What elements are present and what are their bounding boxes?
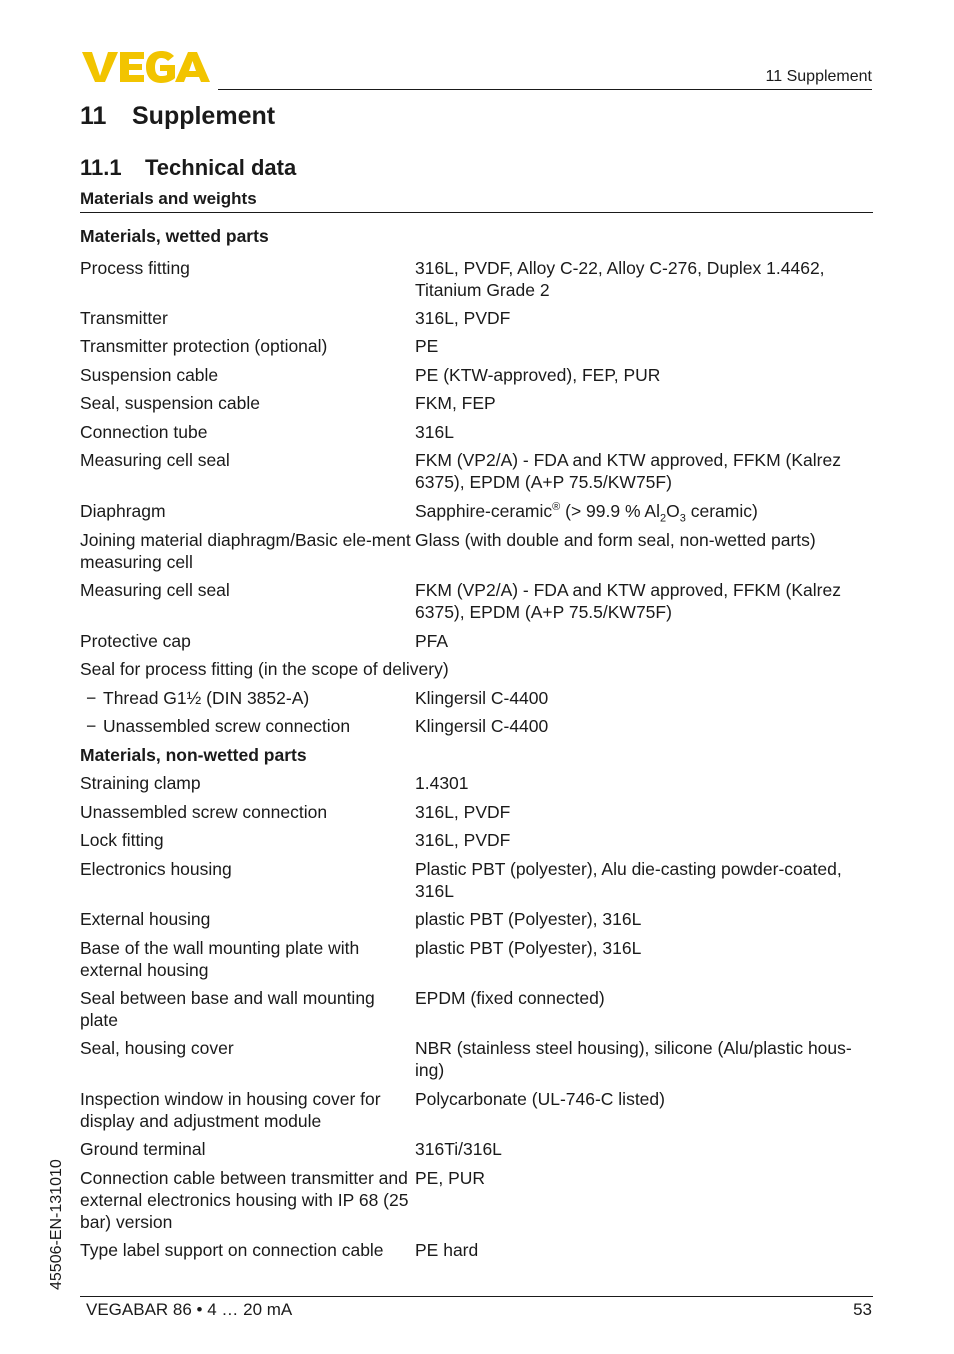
table-row [80, 987, 873, 1031]
row-value: FKM (VP2/A) - FDA and KTW approved, FFKM (Kalrez 6375), EPDM (A+P 75.5/KW75F) [415, 450, 841, 492]
group-title: Materials and weights [80, 189, 257, 208]
table-row [80, 335, 873, 357]
row-value-part: Sapphire-ceramic [415, 501, 553, 521]
table-row [80, 1088, 873, 1132]
row-value: 316L, PVDF [415, 830, 511, 850]
table-row [80, 500, 873, 525]
row-label: Transmitter protection (optional) [80, 336, 328, 356]
row-label: Materials, non-wetted parts [80, 745, 307, 765]
row-label: Process fitting [80, 258, 190, 278]
row-value: plastic PBT (Polyester), 316L [415, 938, 642, 958]
section-number: 11.1 [80, 155, 122, 180]
row-label: Measuring cell seal [80, 580, 230, 600]
table-row [80, 937, 873, 981]
header-rule [218, 89, 872, 90]
table-row [80, 1239, 873, 1261]
vega-logo [80, 50, 212, 84]
row-value: 316L [415, 422, 454, 442]
group-rule [80, 212, 873, 213]
table-row [80, 579, 873, 623]
row-label: Base of the wall mounting plate with external housing [80, 938, 360, 980]
table-row [80, 225, 873, 247]
row-value: 1.4301 [415, 773, 469, 793]
row-value: plastic PBT (Polyester), 316L [415, 909, 642, 929]
table-row [80, 257, 873, 301]
row-value: PE, PUR [415, 1168, 486, 1188]
row-label: Joining material diaphragm/Basic ele-ment measuring cell [80, 530, 411, 572]
row-value: 316L, PVDF [415, 308, 511, 328]
row-value [415, 225, 873, 247]
row-value: Polycarbonate (UL-746-C listed) [415, 1089, 665, 1109]
row-value-part: ceramic) [685, 501, 758, 521]
table-row [80, 421, 873, 443]
table-row [80, 658, 873, 680]
chapter-number: 11 [80, 102, 107, 130]
row-label: Materials, wetted parts [80, 226, 269, 246]
row-label: Suspension cable [80, 365, 219, 385]
row-value: PE hard [415, 1240, 479, 1260]
table-row [80, 715, 873, 737]
row-label: − Thread G1½ (DIN 3852-A) [80, 687, 415, 709]
row-label: Inspection window in housing cover for display and adjustment module [80, 1089, 381, 1131]
row-label: Measuring cell seal [80, 450, 230, 470]
row-value: EPDM (fixed connected) [415, 988, 605, 1008]
row-value [415, 744, 873, 766]
row-value-part: ® [552, 501, 561, 514]
chapter-title [80, 102, 275, 131]
row-value: FKM, FEP [415, 393, 496, 413]
row-value: 316L, PVDF, Alloy C-22, Alloy C-276, Duplex 1.4462, Titanium Grade 2 [415, 258, 825, 300]
row-value: Glass (with double and form seal, non-wetted parts) [415, 530, 816, 550]
row-value: Klingersil C-4400 [415, 716, 549, 736]
row-label: Seal for process fitting (in the scope of delivery) [80, 659, 449, 679]
table-row [80, 744, 873, 766]
table-row [80, 307, 873, 329]
row-label: Seal, suspension cable [80, 393, 260, 413]
table-row [80, 364, 873, 386]
table-row [80, 829, 873, 851]
table-row [80, 1167, 873, 1233]
row-label: Ground terminal [80, 1139, 206, 1159]
section-title [80, 155, 296, 181]
header-section-label: 11 Supplement [765, 68, 872, 85]
table-row [80, 801, 873, 823]
table-row [80, 772, 873, 794]
row-label: Seal between base and wall mounting plate [80, 988, 375, 1030]
table-row [80, 687, 873, 709]
row-value: FKM (VP2/A) - FDA and KTW approved, FFKM (Kalrez 6375), EPDM (A+P 75.5/KW75F) [415, 580, 841, 622]
table-row [80, 392, 873, 414]
row-value: PE (KTW-approved), FEP, PUR [415, 365, 661, 385]
row-value: PE [415, 336, 439, 356]
row-value: Klingersil C-4400 [415, 688, 549, 708]
row-label: Diaphragm [80, 501, 166, 521]
row-value: 316L, PVDF [415, 802, 511, 822]
row-label: External housing [80, 909, 211, 929]
row-value: NBR (stainless steel housing), silicone (Alu/plastic hous-ing) [415, 1038, 852, 1080]
row-label: Seal, housing cover [80, 1038, 234, 1058]
row-value [415, 500, 873, 525]
footer-rule [80, 1296, 873, 1297]
document-code: 45506-EN-131010 [48, 1159, 65, 1290]
table-row [80, 529, 873, 573]
table-row [80, 1037, 873, 1081]
row-label: Straining clamp [80, 773, 201, 793]
row-label: Transmitter [80, 308, 168, 328]
page-number: 53 [853, 1300, 872, 1319]
footer-product: VEGABAR 86 • 4 … 20 mA [86, 1300, 293, 1319]
row-value: Plastic PBT (polyester), Alu die-casting powder-coated, 316L [415, 859, 842, 901]
row-value: PFA [415, 631, 449, 651]
section-title-text: Technical data [145, 155, 297, 180]
row-label: Electronics housing [80, 859, 232, 879]
table-row [80, 1138, 873, 1160]
table-row [80, 449, 873, 493]
row-label: Protective cap [80, 631, 191, 651]
row-label: Unassembled screw connection [80, 802, 328, 822]
chapter-title-text: Supplement [132, 102, 276, 130]
row-label: − Unassembled screw connection [80, 715, 415, 737]
row-value: 316Ti/316L [415, 1139, 502, 1159]
row-label: Type label support on connection cable [80, 1240, 384, 1260]
row-value-part: (> 99.9 % Al [560, 501, 660, 521]
row-label: Lock fitting [80, 830, 164, 850]
row-value-part: 3 [679, 512, 686, 525]
row-label: Connection cable between transmitter and external electronics housing with IP 68 (25 bar) version [80, 1168, 409, 1232]
row-label: Connection tube [80, 422, 208, 442]
row-value-part: O [666, 501, 680, 521]
table-row [80, 858, 873, 902]
table-row [80, 630, 873, 652]
table-row [80, 908, 873, 930]
row-value-part: 2 [659, 512, 667, 525]
